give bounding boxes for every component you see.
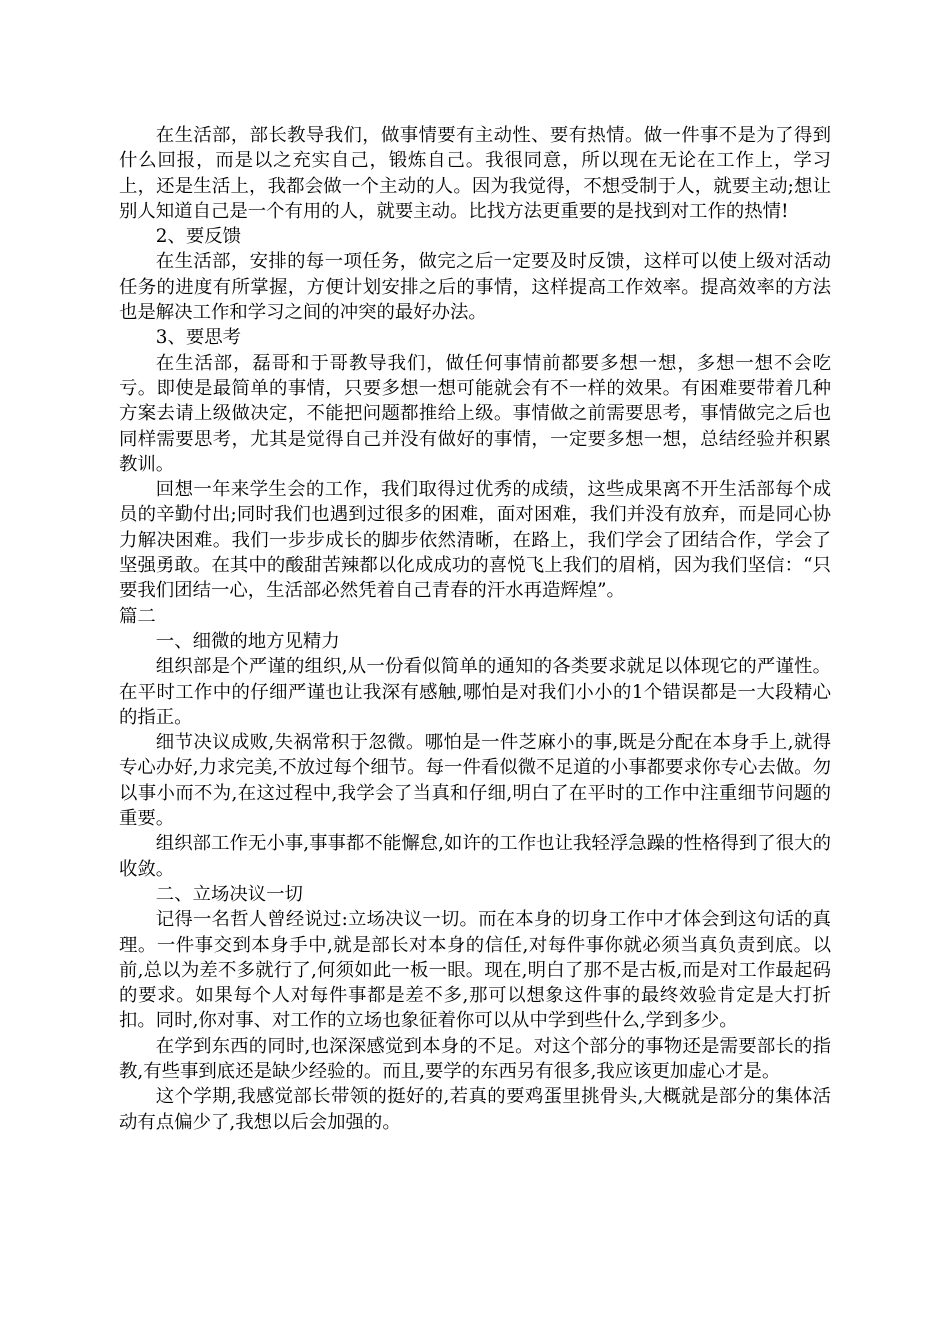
document-body (119, 123, 831, 1135)
section-heading: 2、要反馈 (155, 226, 242, 248)
section-heading: 一、细微的地方见精力 (155, 630, 340, 652)
section-heading: 3、要思考 (155, 327, 242, 349)
paragraph: 回想一年来学生会的工作，我们取得过优秀的成绩，这些成果离不开生活部每个成员的辛勤付出;同时我们也遇到过很多的困难，面对困难，我们并没有放弃，而是同心协力解决困难。我们一步步成长的脚步依然清晰，在路上，我们学会了团结合作，学会了坚强勇敢。在其中的酸甜苦辣都以化成成功的喜悦飞上我们的眉梢，因为我们坚信：“只要我们团结一心，生活部必然凭着自己青春的汗水再造辉煌”。 (119, 479, 831, 602)
paragraph: 细节决议成败,失祸常积于忽微。哪怕是一件芝麻小的事,既是分配在本身手上,就得专心办好,力求完美,不放过每个细节。每一件看似微不足道的小事都要求你专心去做。勿以事小而不为,在这过程中,我学会了当真和仔细,明白了在平时的工作中注重细节问题的重要。 (119, 732, 831, 830)
paragraph: 在生活部，部长教导我们，做事情要有主动性、要有热情。做一件事不是为了得到什么回报，而是以之充实自己，锻炼自己。我很同意，所以现在无论在工作上，学习上，还是生活上，我都会做一个主动的人。因为我觉得，不想受制于人，就要主动;想让别人知道自己是一个有用的人，就要主动。比找方法更重要的是找到对工作的热情! (119, 125, 831, 222)
paragraph: 在生活部，安排的每一项任务，做完之后一定要及时反馈，这样可以使上级对活动任务的进度有所掌握，方便计划安排之后的事情，这样提高工作效率。提高效率的方法也是解决工作和学习之间的冲突的最好办法。 (119, 251, 831, 324)
paragraph: 这个学期,我感觉部长带领的挺好的,若真的要鸡蛋里挑骨头,大概就是部分的集体活动有点偏少了,我想以后会加强的。 (119, 1086, 831, 1133)
paragraph: 在学到东西的同时,也深深感觉到本身的不足。对这个部分的事物还是需要部长的指教,有些事到底还是缺少经验的。而且,要学的东西另有很多,我应该更加虚心才是。 (119, 1035, 831, 1082)
section-heading: 二、立场决议一切 (155, 883, 303, 905)
paragraph: 组织部是个严谨的组织,从一份看似简单的通知的各类要求就足以体现它的严谨性。在平时工作中的仔细严谨也让我深有感触,哪怕是对我们小小的1个错误都是一大段精心的指正。 (119, 656, 831, 728)
part-title: 篇二 (119, 605, 156, 627)
paragraph: 组织部工作无小事,事事都不能懈怠,如许的工作也让我轻浮急躁的性格得到了很大的收敛。 (119, 833, 831, 880)
paragraph: 记得一名哲人曾经说过:立场决议一切。而在本身的切身工作中才体会到这句话的真理。一件事交到本身手中,就是部长对本身的信任,对每件事你就必须当真负责到底。以前,总以为差不多就行了,何须如此一板一眼。现在,明白了那不是古板,而是对工作最起码的要求。如果每个人对每件事都是差不多,那可以想象这件事的最终效验肯定是大打折扣。同时,你对事、对工作的立场也象征着你可以从中学到些什么,学到多少。 (119, 909, 831, 1032)
paragraph: 在生活部，磊哥和于哥教导我们，做任何事情前都要多想一想，多想一想不会吃亏。即使是最简单的事情，只要多想一想可能就会有不一样的效果。有困难要带着几种方案去请上级做决定，不能把问题都推给上级。事情做之前需要思考，事情做完之后也同样需要思考，尤其是觉得自己并没有做好的事情，一定要多想一想，总结经验并积累教训。 (119, 352, 831, 475)
